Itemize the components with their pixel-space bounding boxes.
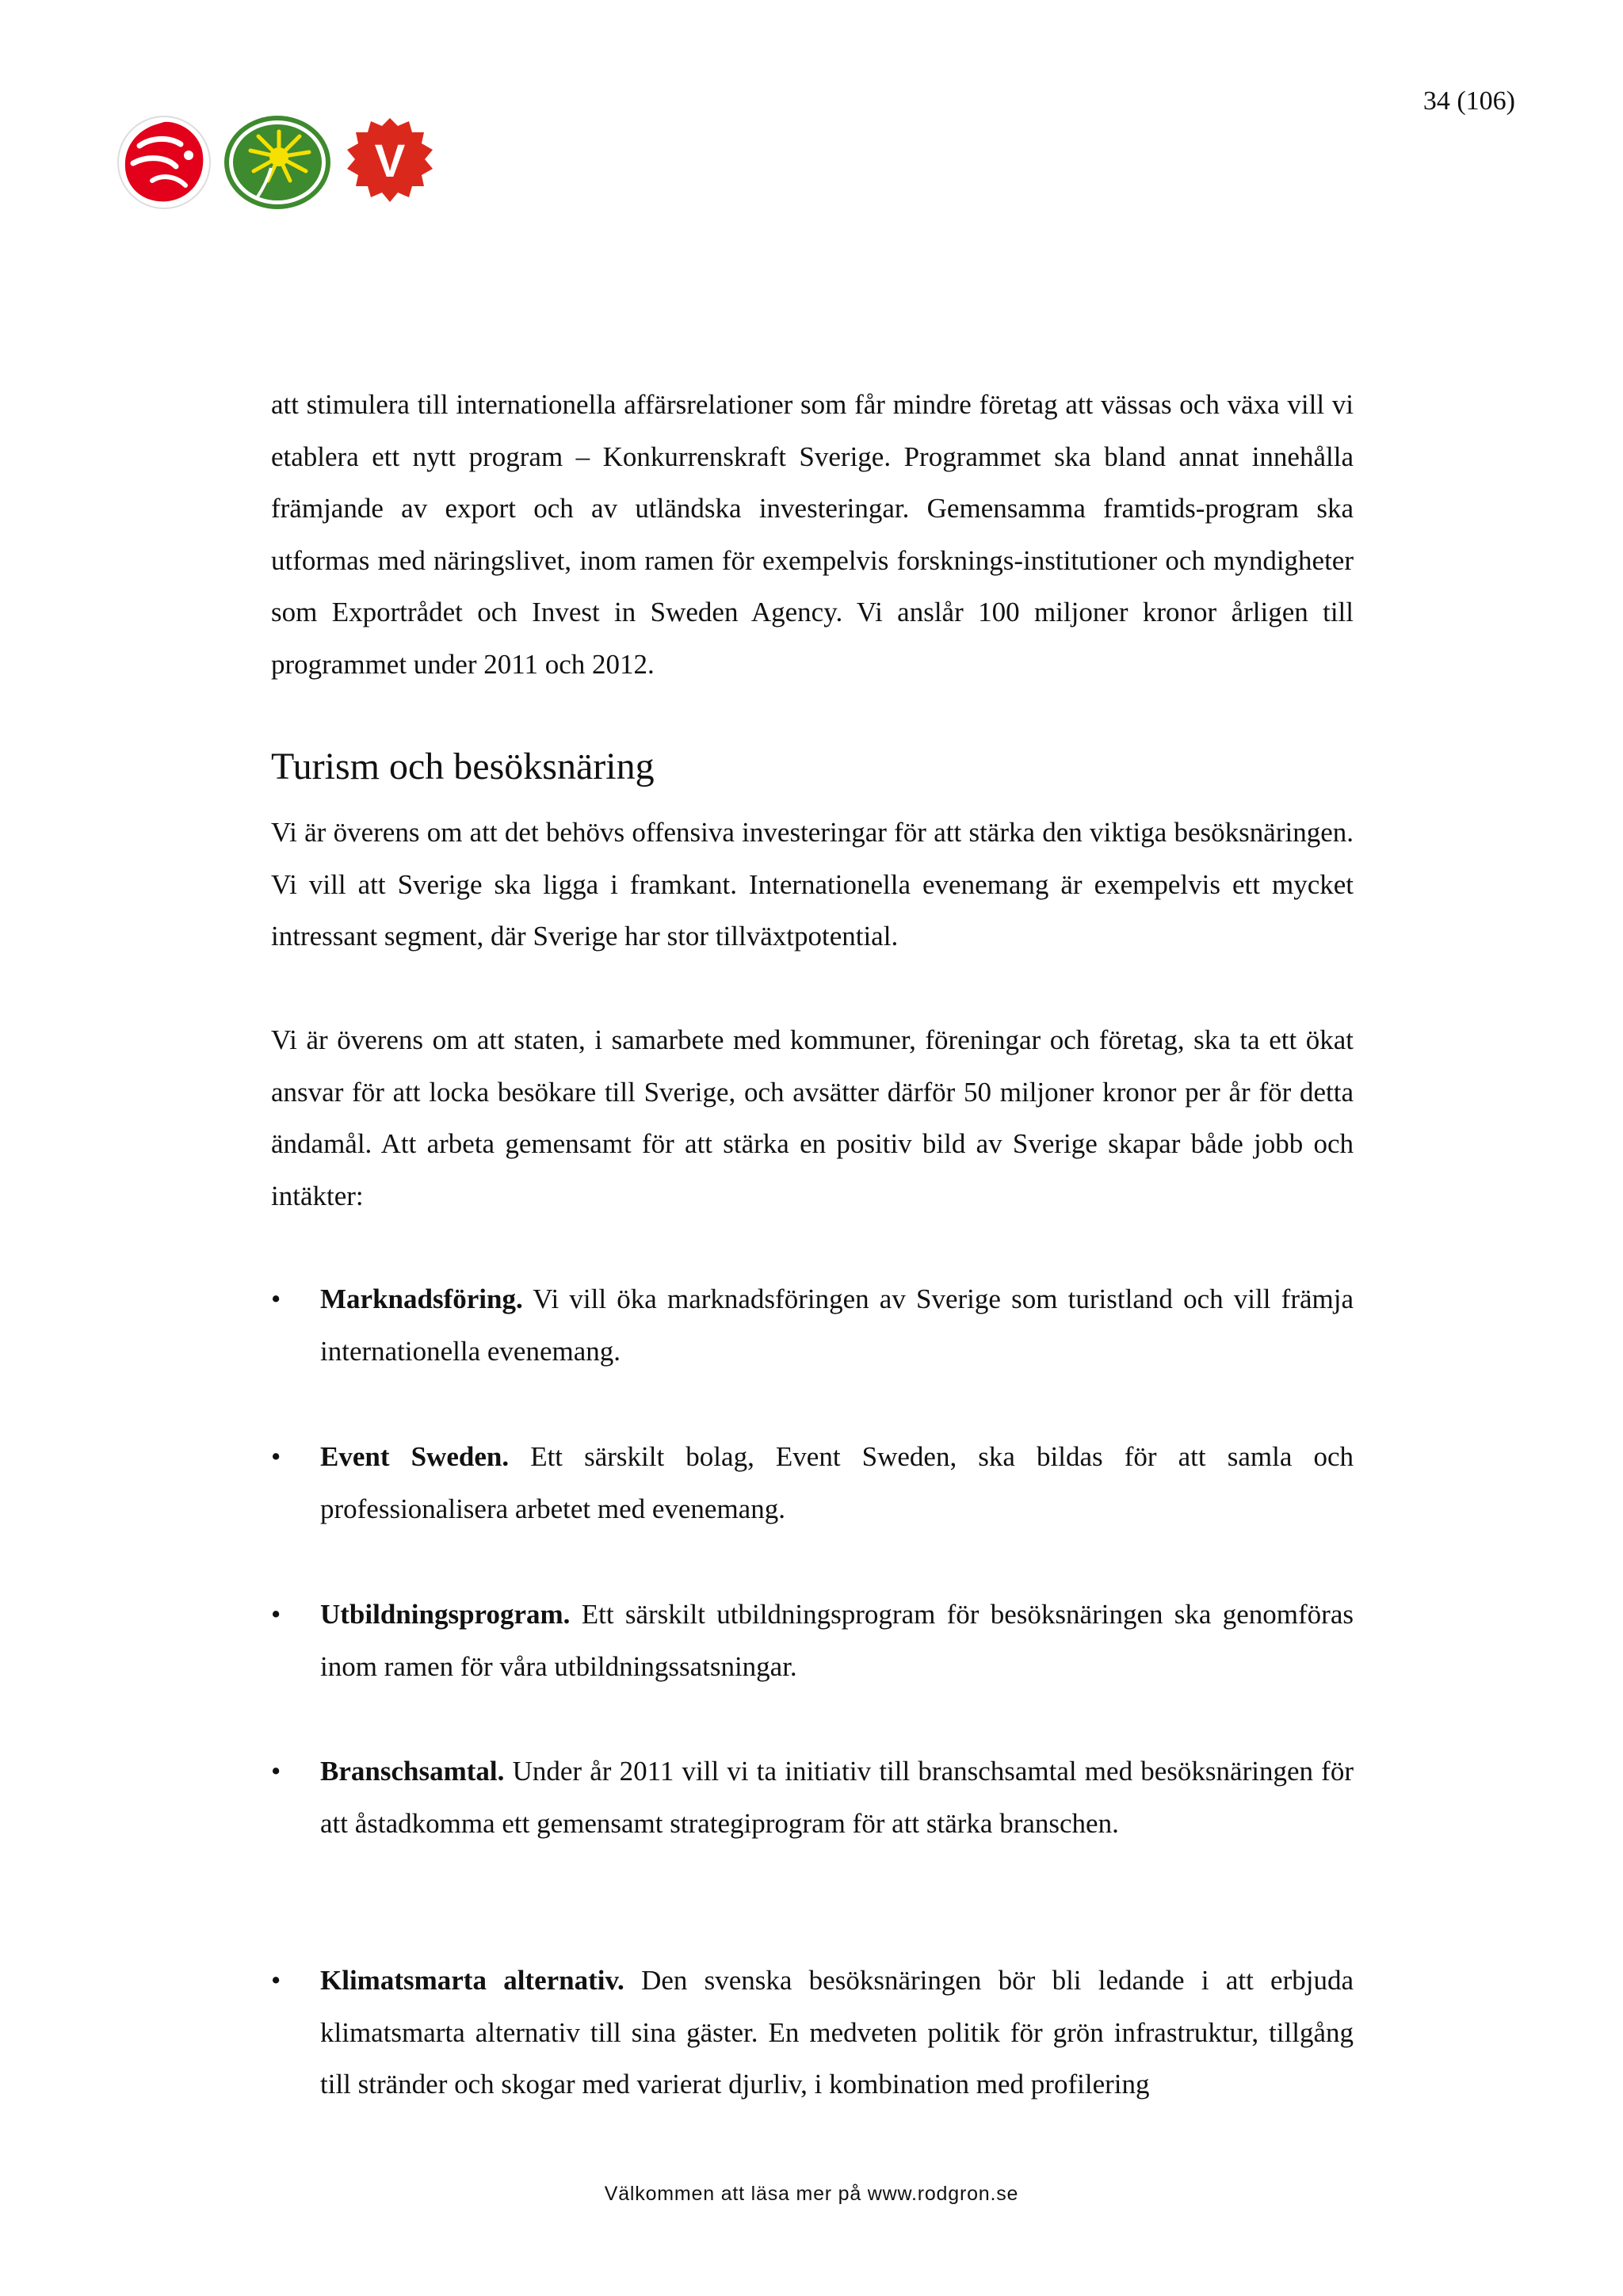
bullet-body: Ett särskilt bolag, Event Sweden, ska bildas för att samla och professionalisera arbetet med evenemang. bbox=[320, 1441, 1354, 1524]
bullet-item-klimatsmarta-alternativ bbox=[271, 1955, 1354, 2111]
bullet-text bbox=[320, 1955, 1354, 2111]
section-paragraph-text: Vi är överens om att staten, i samarbete med kommuner, föreningar och företag, ska ta ett ökat ansvar för att locka besökare till Sverige, och avsätter därför 50 miljoner kronor per år för detta ändamål. Att arbeta gemensamt för att stärka en positiv bild av Sverige skapar både jobb och intäkter: bbox=[271, 1024, 1354, 1211]
bullet-text bbox=[320, 1273, 1354, 1377]
bullet-lead: Klimatsmarta alternativ. bbox=[320, 1965, 624, 1996]
v-letter: V bbox=[374, 135, 406, 187]
bullet-lead: Event Sweden. bbox=[320, 1441, 510, 1472]
vansterpartiet-v-logo bbox=[342, 115, 437, 210]
footer-text: Välkommen att läsa mer på www.rodgron.se bbox=[604, 2183, 1019, 2205]
bullet-body: Den svenska besöksnäringen bör bli ledande i att erbjuda klimatsmarta alternativ till sina gäster. En medveten politik för grön infrastruktur, tillgång till stränder och skogar med varierat djurliv, i kombination med profilering bbox=[320, 1965, 1354, 2100]
section-paragraph-text: Vi är överens om att det behövs offensiva investeringar för att stärka den viktiga besöksnäringen. Vi vill att Sverige ska ligga i framkant. Internationella evenemang är exempelvis ett mycket intressant segment, där Sverige har stor tillväxtpotential. bbox=[271, 817, 1354, 952]
socialdemokraterna-rose-logo bbox=[116, 114, 212, 211]
bullet-icon: • bbox=[271, 1599, 281, 1630]
bullet-item-marknadsforing bbox=[271, 1273, 1354, 1377]
bullet-body: Vi vill öka marknadsföringen av Sverige som turistland och vill främja internationella evenemang. bbox=[320, 1283, 1354, 1367]
intro-block bbox=[271, 379, 1354, 690]
bullet-body: Ett särskilt utbildningsprogram för besöksnäringen ska genomföras inom ramen för våra utbildningssatsningar. bbox=[320, 1599, 1354, 1682]
bullet-icon: • bbox=[271, 1441, 281, 1472]
bullet-item-utbildningsprogram bbox=[271, 1589, 1354, 1692]
bullet-item-branschsamtal bbox=[271, 1745, 1354, 1849]
bullet-item-event-sweden bbox=[271, 1431, 1354, 1535]
bullet-icon: • bbox=[271, 1756, 281, 1787]
section-paragraph-1 bbox=[271, 807, 1354, 963]
bullet-body: Under år 2011 vill vi ta initiativ till branschsamtal med besöksnäringen för att åstadkomma ett gemensamt strategiprogram för att stärka branschen. bbox=[320, 1756, 1354, 1839]
bullet-lead: Marknadsföring. bbox=[320, 1283, 523, 1314]
bullet-lead: Utbildningsprogram. bbox=[320, 1599, 571, 1630]
page-number: 34 (106) bbox=[1423, 86, 1515, 116]
bullet-lead: Branschsamtal. bbox=[320, 1756, 505, 1787]
bullet-text bbox=[320, 1589, 1354, 1692]
intro-paragraph: att stimulera till internationella affärsrelationer som får mindre företag att vässas och växa vill vi etablera ett nytt program – Konkurrenskraft Sverige. Programmet ska bland annat innehålla främjande av export och av utländska investeringar. Gemensamma framtids-program ska utformas med näringslivet, inom ramen för exempelvis forsknings-institutioner och myndigheter som Exportrådet och Invest in Sweden Agency. Vi anslår 100 miljoner kronor årligen till programmet under 2011 och 2012. bbox=[271, 389, 1354, 680]
party-logos bbox=[116, 111, 437, 214]
miljopartiet-dandelion-logo bbox=[223, 116, 331, 209]
bullet-text bbox=[320, 1431, 1354, 1535]
section-paragraph-2 bbox=[271, 1014, 1354, 1222]
bullet-text bbox=[320, 1745, 1354, 1849]
section-heading: Turism och besöksnäring bbox=[271, 746, 655, 788]
bullet-icon: • bbox=[271, 1283, 281, 1314]
bullet-icon: • bbox=[271, 1965, 281, 1996]
